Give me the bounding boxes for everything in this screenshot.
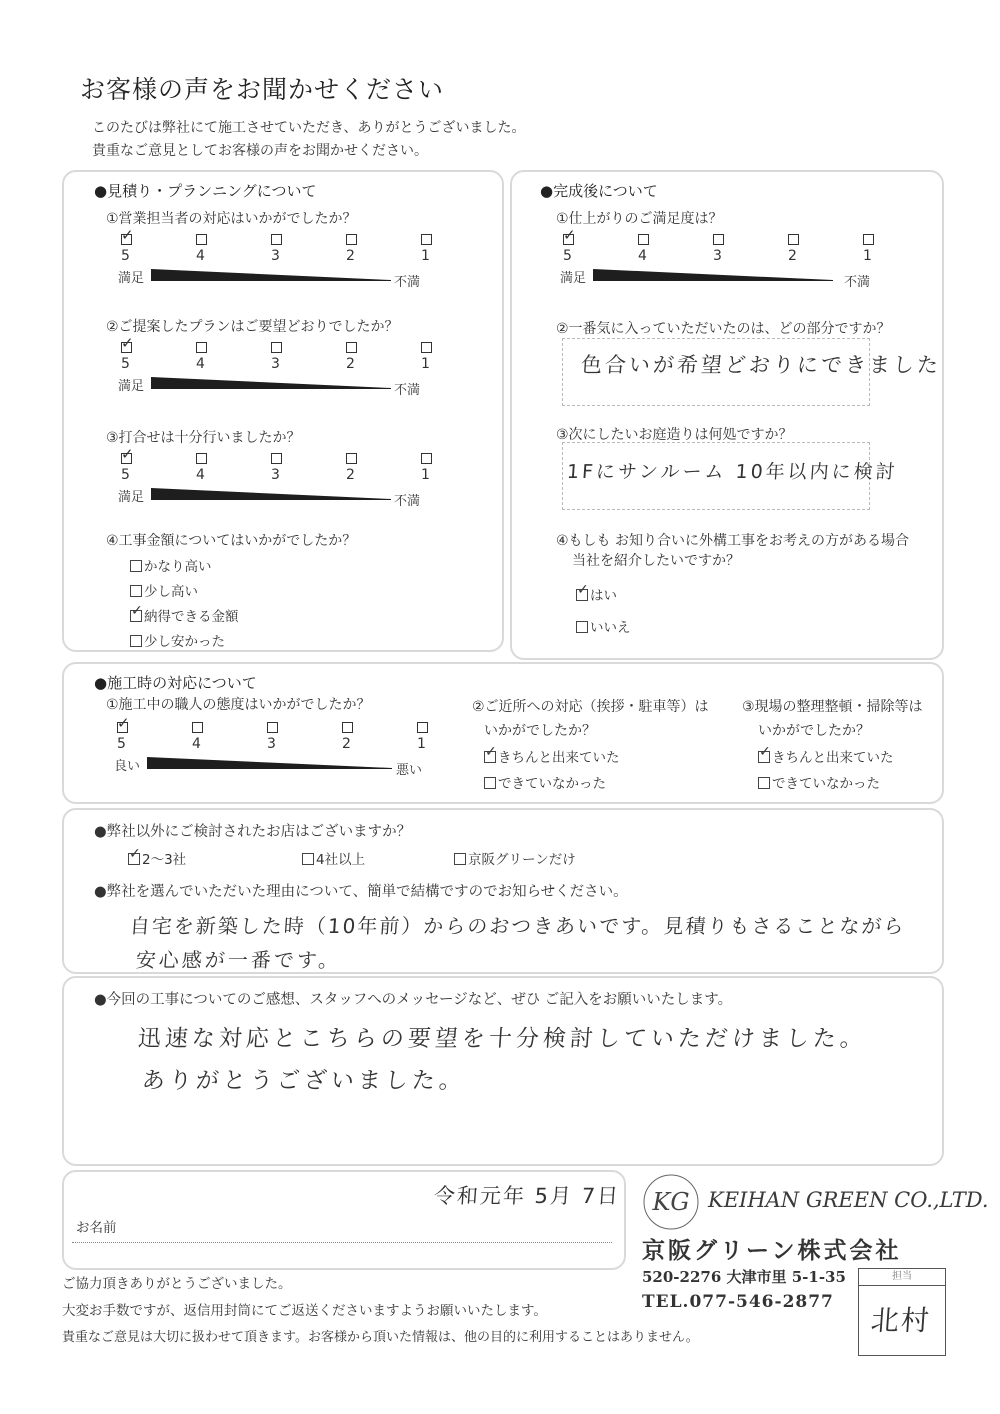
rating-2-label: 2: [346, 467, 355, 483]
construction-q2-line1: ②ご近所への対応（挨拶・駐車等）は: [472, 699, 709, 715]
construction-q3-line2: いかがでしたか？: [758, 723, 870, 739]
scale-good-label: 満足: [118, 490, 145, 505]
rating-1-label: 1: [421, 356, 430, 372]
construction-section: [62, 662, 944, 804]
other-option-3[interactable]: 京阪グリーンだけ: [454, 848, 576, 868]
name-box: [62, 1170, 626, 1270]
rating-5-checkbox[interactable]: [121, 342, 132, 353]
scale-bad-label: 不満: [844, 275, 871, 290]
rating-1-checkbox[interactable]: [421, 342, 432, 353]
after-q1: ①仕上がりのご満足度は？: [556, 211, 723, 227]
company-name-ja: 京阪グリーン株式会社: [642, 1237, 902, 1264]
estimate-section: [62, 170, 504, 652]
checkbox-checked[interactable]: [576, 589, 588, 601]
checkbox-checked[interactable]: [130, 610, 142, 622]
rating-1-checkbox[interactable]: [421, 453, 432, 464]
rating-2-checkbox[interactable]: [346, 234, 357, 245]
checkbox-checked[interactable]: [758, 751, 770, 763]
checkbox[interactable]: [130, 635, 142, 647]
price-option-3[interactable]: ✓納得できる金額: [130, 605, 239, 625]
refer-yes-option[interactable]: ✓はい: [576, 584, 617, 604]
rating-2-checkbox[interactable]: [788, 234, 799, 245]
construction-q2-line2: いかがでしたか？: [484, 723, 596, 739]
rating-4-checkbox[interactable]: [196, 342, 207, 353]
estimate-q3: ③打合せは十分行いましたか？: [106, 430, 301, 446]
scale-wedge: [151, 488, 391, 500]
rating-3-checkbox[interactable]: [271, 453, 282, 464]
rating-1-checkbox[interactable]: [417, 722, 428, 733]
after-q4-line2: 当社を紹介したいですか？: [572, 553, 740, 569]
rating-5-checkbox[interactable]: [121, 453, 132, 464]
date-handwritten: 令和元年 5月 7日: [433, 1184, 621, 1208]
rating-4-checkbox[interactable]: [192, 722, 203, 733]
scale-bad-label: 不満: [394, 494, 421, 509]
rating-5-checkbox[interactable]: [563, 234, 574, 245]
comments-answer-line-1: 迅速な対応とこちらの要望を十分検討していただけました。: [136, 1026, 868, 1052]
intro-line-1: このたびは弊社にて施工させていただき、ありがとうございました。: [92, 120, 526, 136]
footer-line-1: ご協力頂きありがとうございました。: [62, 1276, 292, 1292]
intro-line-2: 貴重なご意見としてお客様の声をお聞かせください。: [92, 143, 428, 159]
refer-no-option[interactable]: いいえ: [576, 616, 631, 636]
checkbox-checked[interactable]: [484, 751, 496, 763]
scale-good-label: 満足: [118, 271, 145, 286]
rating-5-label: 5: [121, 356, 130, 372]
rating-2-label: 2: [342, 736, 351, 752]
company-name-en: KEIHAN GREEN CO.,LTD.: [708, 1188, 989, 1212]
rating-3-checkbox[interactable]: [271, 342, 282, 353]
reason-answer-line-2: 安心感が一番です。: [135, 948, 343, 972]
rating-3-label: 3: [271, 467, 280, 483]
neighbor-ok-option[interactable]: ✓きちんと出来ていた: [484, 746, 620, 766]
price-option-1[interactable]: かなり高い: [130, 555, 212, 575]
rating-4-checkbox[interactable]: [196, 234, 207, 245]
after-q2: ②一番気に入っていただいたのは、どの部分ですか？: [556, 321, 891, 337]
construction-heading: ●施工時の対応について: [94, 674, 257, 692]
rating-4-checkbox[interactable]: [196, 453, 207, 464]
scale-bad-label: 不満: [394, 383, 421, 398]
after-q3: ③次にしたいお庭造りは何処ですか？: [556, 427, 793, 443]
checkbox[interactable]: [130, 560, 142, 572]
scale-good-label: 良い: [114, 759, 141, 774]
price-option-2[interactable]: 少し高い: [130, 580, 198, 600]
favorite-part-answer: 色合いが希望どおりにできました: [580, 353, 942, 377]
checkbox[interactable]: [758, 777, 770, 789]
staff-name: 北村: [869, 1304, 933, 1337]
rating-3-checkbox[interactable]: [271, 234, 282, 245]
rating-4-label: 4: [196, 248, 205, 264]
company-address: 520-2276 大津市里 5-1-35: [642, 1268, 846, 1286]
rating-4-label: 4: [192, 736, 201, 752]
rating-2-checkbox[interactable]: [342, 722, 353, 733]
scale-wedge: [151, 269, 391, 281]
estimate-q1: ①営業担当者の対応はいかがでしたか？: [106, 211, 357, 227]
page-title: お客様の声をお聞かせください: [80, 75, 445, 104]
rating-5-label: 5: [117, 736, 126, 752]
rating-5-label: 5: [121, 467, 130, 483]
cleanup-ok-option[interactable]: ✓きちんと出来ていた: [758, 746, 894, 766]
rating-4-label: 4: [638, 248, 647, 264]
staff-box: [858, 1268, 946, 1356]
scale-wedge: [593, 269, 833, 281]
logo-letters: KG: [652, 1188, 690, 1216]
rating-2-label: 2: [346, 356, 355, 372]
rating-2-checkbox[interactable]: [346, 342, 357, 353]
scale-good-label: 満足: [118, 379, 145, 394]
rating-3-checkbox[interactable]: [713, 234, 724, 245]
other-section: [62, 808, 944, 974]
estimate-q3-scale: [118, 453, 438, 513]
rating-1-label: 1: [863, 248, 872, 264]
rating-1-checkbox[interactable]: [863, 234, 874, 245]
comments-question: ●今回の工事についてのご感想、スタッフへのメッセージなど、ぜひ ご記入をお願いいたします。: [94, 992, 733, 1008]
scale-wedge: [151, 377, 391, 389]
rating-3-checkbox[interactable]: [267, 722, 278, 733]
next-garden-answer: 1Fにサンルーム 10年以内に検討: [566, 461, 899, 483]
scale-bad-label: 悪い: [396, 763, 423, 778]
comments-answer-line-2: ありがとうございました。: [140, 1068, 467, 1094]
checkbox[interactable]: [302, 853, 314, 865]
rating-2-label: 2: [788, 248, 797, 264]
scale-bad-label: 不満: [394, 275, 421, 290]
rating-3-label: 3: [271, 356, 280, 372]
staff-label: 担当: [859, 1269, 945, 1286]
checkbox[interactable]: [576, 621, 588, 633]
neighbor-ng-option[interactable]: できていなかった: [484, 772, 606, 792]
rating-5-checkbox[interactable]: [121, 234, 132, 245]
name-input-line[interactable]: [72, 1242, 612, 1243]
checkbox[interactable]: [484, 777, 496, 789]
company-logo: [640, 1172, 702, 1232]
other-option-1[interactable]: ✓2～3社: [128, 848, 186, 868]
checkbox[interactable]: [130, 585, 142, 597]
other-q2: ●弊社を選んでいただいた理由について、簡単で結構ですのでお知らせください。: [94, 884, 628, 900]
estimate-heading: ●見積り・プランニングについて: [94, 182, 317, 200]
after-heading: ●完成後について: [540, 182, 658, 200]
other-option-2[interactable]: 4社以上: [302, 848, 365, 868]
rating-4-label: 4: [196, 356, 205, 372]
rating-2-label: 2: [346, 248, 355, 264]
rating-1-label: 1: [421, 467, 430, 483]
next-garden-answer-box[interactable]: [562, 442, 899, 510]
estimate-q1-scale: [118, 234, 438, 294]
rating-2-checkbox[interactable]: [346, 453, 357, 464]
cleanup-ng-option[interactable]: できていなかった: [758, 772, 880, 792]
rating-5-label: 5: [121, 248, 130, 264]
after-q4-line1: ④もしも お知り合いに外構工事をお考えの方がある場合: [556, 533, 909, 549]
after-section: [510, 170, 944, 660]
scale-good-label: 満足: [560, 271, 587, 286]
estimate-q2: ②ご提案したプランはご要望どおりでしたか？: [106, 319, 399, 335]
footer-line-3: 貴重なご意見は大切に扱わせて頂きます。お客様から頂いた情報は、他の目的に利用することはありません。: [62, 1330, 699, 1345]
rating-5-checkbox[interactable]: [117, 722, 128, 733]
construction-q1: ①施工中の職人の態度はいかがでしたか？: [106, 697, 371, 713]
price-option-4[interactable]: 少し安かった: [130, 630, 225, 650]
rating-4-checkbox[interactable]: [638, 234, 649, 245]
checkbox[interactable]: [454, 853, 466, 865]
construction-q1-scale: [114, 722, 434, 782]
rating-3-label: 3: [267, 736, 276, 752]
checkbox-checked[interactable]: [128, 853, 140, 865]
rating-3-label: 3: [713, 248, 722, 264]
rating-1-checkbox[interactable]: [421, 234, 432, 245]
comments-section: [62, 976, 944, 1166]
rating-3-label: 3: [271, 248, 280, 264]
construction-q3-line1: ③現場の整理整頓・掃除等は: [742, 699, 923, 715]
rating-1-label: 1: [421, 248, 430, 264]
footer-line-2: 大変お手数ですが、返信用封筒にてご返送くださいますようお願いいたします。: [62, 1303, 547, 1319]
other-q1: ●弊社以外にご検討されたお店はございますか？: [94, 824, 412, 840]
name-label: お名前: [76, 1220, 117, 1236]
scale-wedge: [147, 757, 392, 769]
estimate-q4: ④工事金額についてはいかがでしたか？: [106, 533, 357, 549]
rating-1-label: 1: [417, 736, 426, 752]
favorite-part-answer-box[interactable]: [562, 338, 942, 406]
rating-5-label: 5: [563, 248, 572, 264]
company-phone: TEL.077-546-2877: [642, 1292, 834, 1312]
estimate-q2-scale: [118, 342, 438, 402]
after-q1-scale: [560, 234, 880, 294]
reason-answer-line-1: 自宅を新築した時（10年前）からのおつきあいです。見積りもさることながら: [129, 914, 907, 938]
rating-4-label: 4: [196, 467, 205, 483]
